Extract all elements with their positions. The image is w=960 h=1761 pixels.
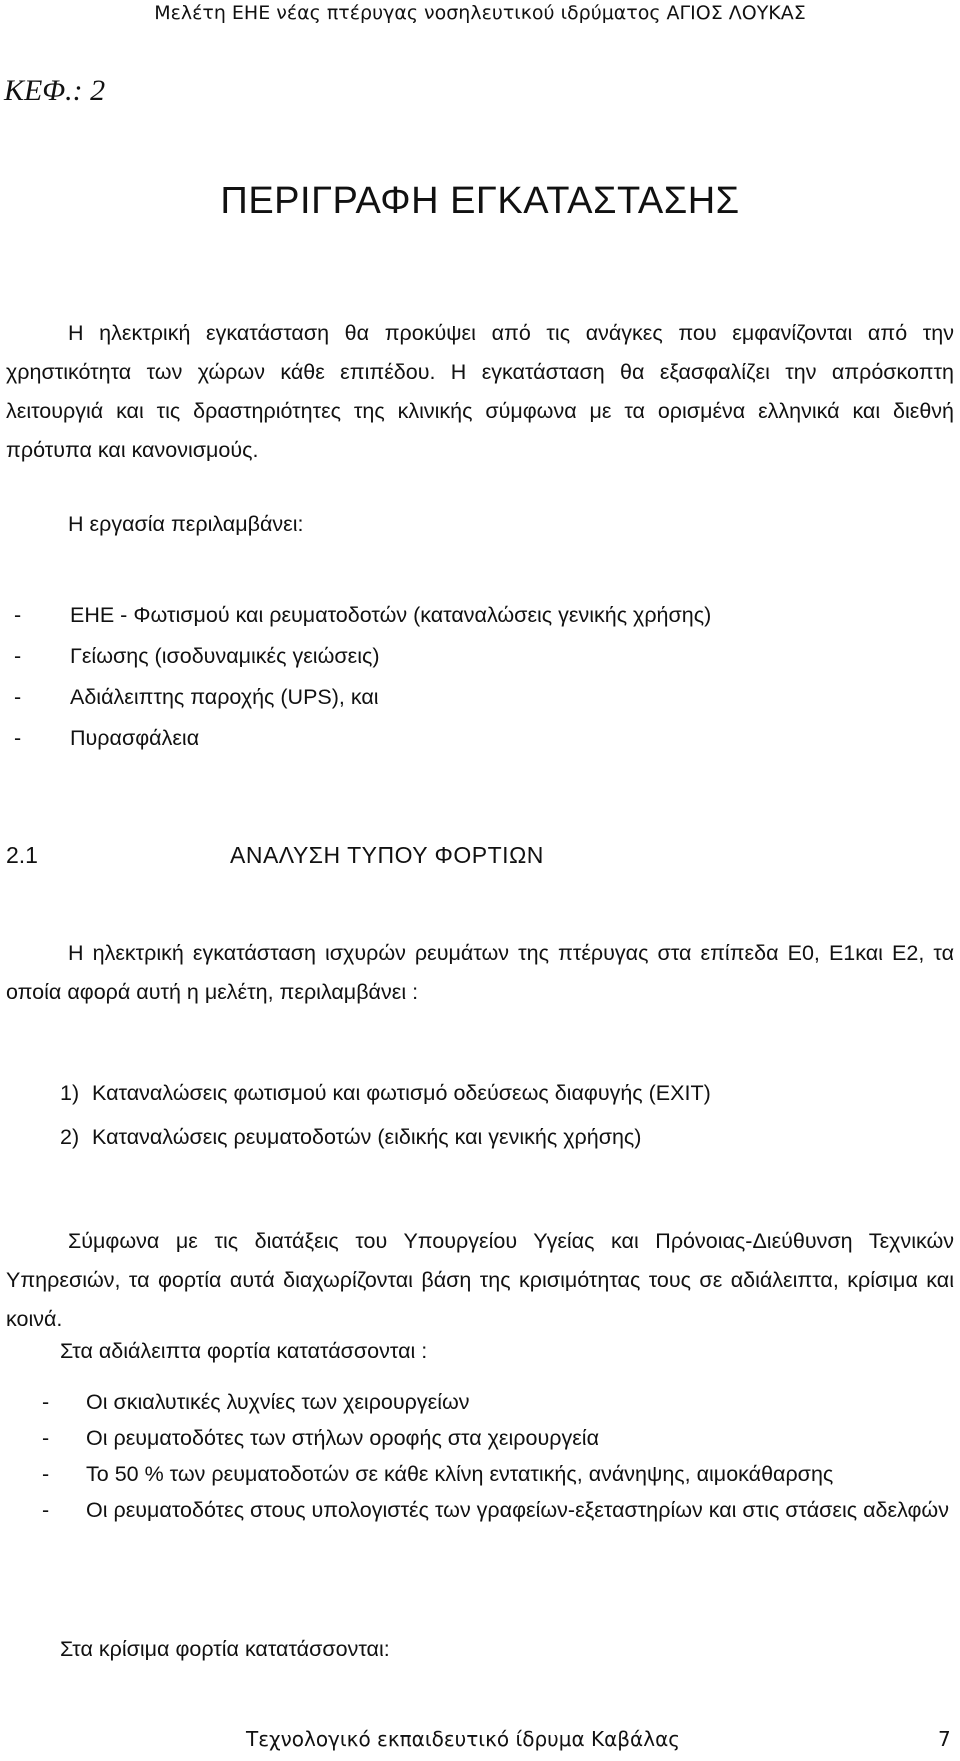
- list-dash: -: [14, 726, 22, 750]
- list-item-text: Πυρασφάλεια: [70, 726, 200, 750]
- section-paragraph: Η ηλεκτρική εγκατάσταση ισχυρών ρευμάτων της πτέρυγας στα επίπεδα Ε0, Ε1και Ε2, τα οποία αφορά αυτή η μελέτη, περιλαμβάνει :: [6, 941, 954, 1004]
- work-includes-label: Η εργασία περιλαμβάνει:: [68, 512, 304, 536]
- list-item-text: Οι ρευματοδότες στους υπολογιστές των γραφείων-εξεταστηρίων και στις στάσεις αδελφών: [86, 1498, 949, 1522]
- uninterruptible-list: [42, 1384, 954, 1528]
- list-item-text: ΕΗΕ - Φωτισμού και ρευματοδοτών (καταναλώσεις γενικής χρήσης): [70, 603, 712, 627]
- list-dash: -: [14, 685, 22, 709]
- list-number: 1): [60, 1081, 80, 1105]
- list-dash: -: [14, 603, 22, 627]
- list-item: [42, 1420, 954, 1456]
- list-dash: -: [42, 1498, 50, 1522]
- section-title: ΑΝΑΛΥΣΗ ΤΥΠΟΥ ΦΟΡΤΙΩΝ: [230, 842, 544, 868]
- section-number: 2.1: [6, 842, 38, 868]
- list-dash: -: [42, 1462, 50, 1486]
- list-dash: -: [14, 644, 22, 668]
- chapter-label: ΚΕΦ.: 2: [4, 74, 106, 107]
- list-number: 2): [60, 1125, 80, 1149]
- page-title: ΠΕΡΙΓΡΑΦΗ ΕΓΚΑΤΑΣΤΑΣΗΣ: [220, 180, 740, 222]
- list-item-text: Αδιάλειπτης παροχής (UPS), και: [70, 685, 379, 709]
- list-item-text: Το 50 % των ρευματοδοτών σε κάθε κλίνη εντατικής, ανάνηψης, αιμοκάθαρσης: [86, 1462, 834, 1486]
- list-item-text: Οι ρευματοδότες των στήλων οροφής στα χειρουργεία: [86, 1426, 599, 1450]
- critical-heading: Στα κρίσιμα φορτία κατατάσσονται:: [60, 1637, 390, 1661]
- list-item: [42, 1492, 954, 1528]
- intro-paragraph: Η ηλεκτρική εγκατάσταση θα προκύψει από τις ανάγκες που εμφανίζονται από την χρηστικότητα των χώρων κάθε επιπέδου. Η εγκατάσταση θα εξασφαλίζει την απρόσκοπτη λειτουργιά και τις δραστηριότητες της κλινικής σύμφωνα με τα ορισμένα ελληνικά και διεθνή πρότυπα και κανονισμούς.: [6, 321, 954, 462]
- list-item-text: Καταναλώσεις ρευματοδοτών (ειδικής και γενικής χρήσης): [92, 1125, 642, 1149]
- list-item-text: Γείωσης (ισοδυναμικές γειώσεις): [70, 644, 380, 668]
- page-header: Μελέτη ΕΗΕ νέας πτέρυγας νοσηλευτικού ιδρύματος ΑΓΙΟΣ ΛΟΥΚΑΣ: [154, 2, 806, 24]
- page-number: 7: [938, 1727, 951, 1751]
- list-item: [42, 1456, 954, 1492]
- ministry-paragraph: Σύμφωνα με τις διατάξεις του Υπουργείου Υγείας και Πρόνοιας-Διεύθυνση Τεχνικών Υπηρεσιών, τα φορτία αυτά διαχωρίζονται βάση της κρισιμότητας τους σε αδιάλειπτα, κρίσιμα και κοινά.: [6, 1229, 954, 1331]
- footer-text: Τεχνολογικό εκπαιδευτικό ίδρυμα Καβάλας: [246, 1727, 680, 1751]
- list-dash: -: [42, 1426, 50, 1450]
- list-item-text: Καταναλώσεις φωτισμού και φωτισμό οδεύσεως διαφυγής (EXIT): [92, 1081, 711, 1105]
- list-item: [42, 1384, 954, 1420]
- uninterruptible-heading: Στα αδιάλειπτα φορτία κατατάσσονται :: [60, 1339, 428, 1363]
- list-dash: -: [42, 1390, 50, 1414]
- list-item-text: Οι σκιαλυτικές λυχνίες των χειρουργείων: [86, 1390, 470, 1414]
